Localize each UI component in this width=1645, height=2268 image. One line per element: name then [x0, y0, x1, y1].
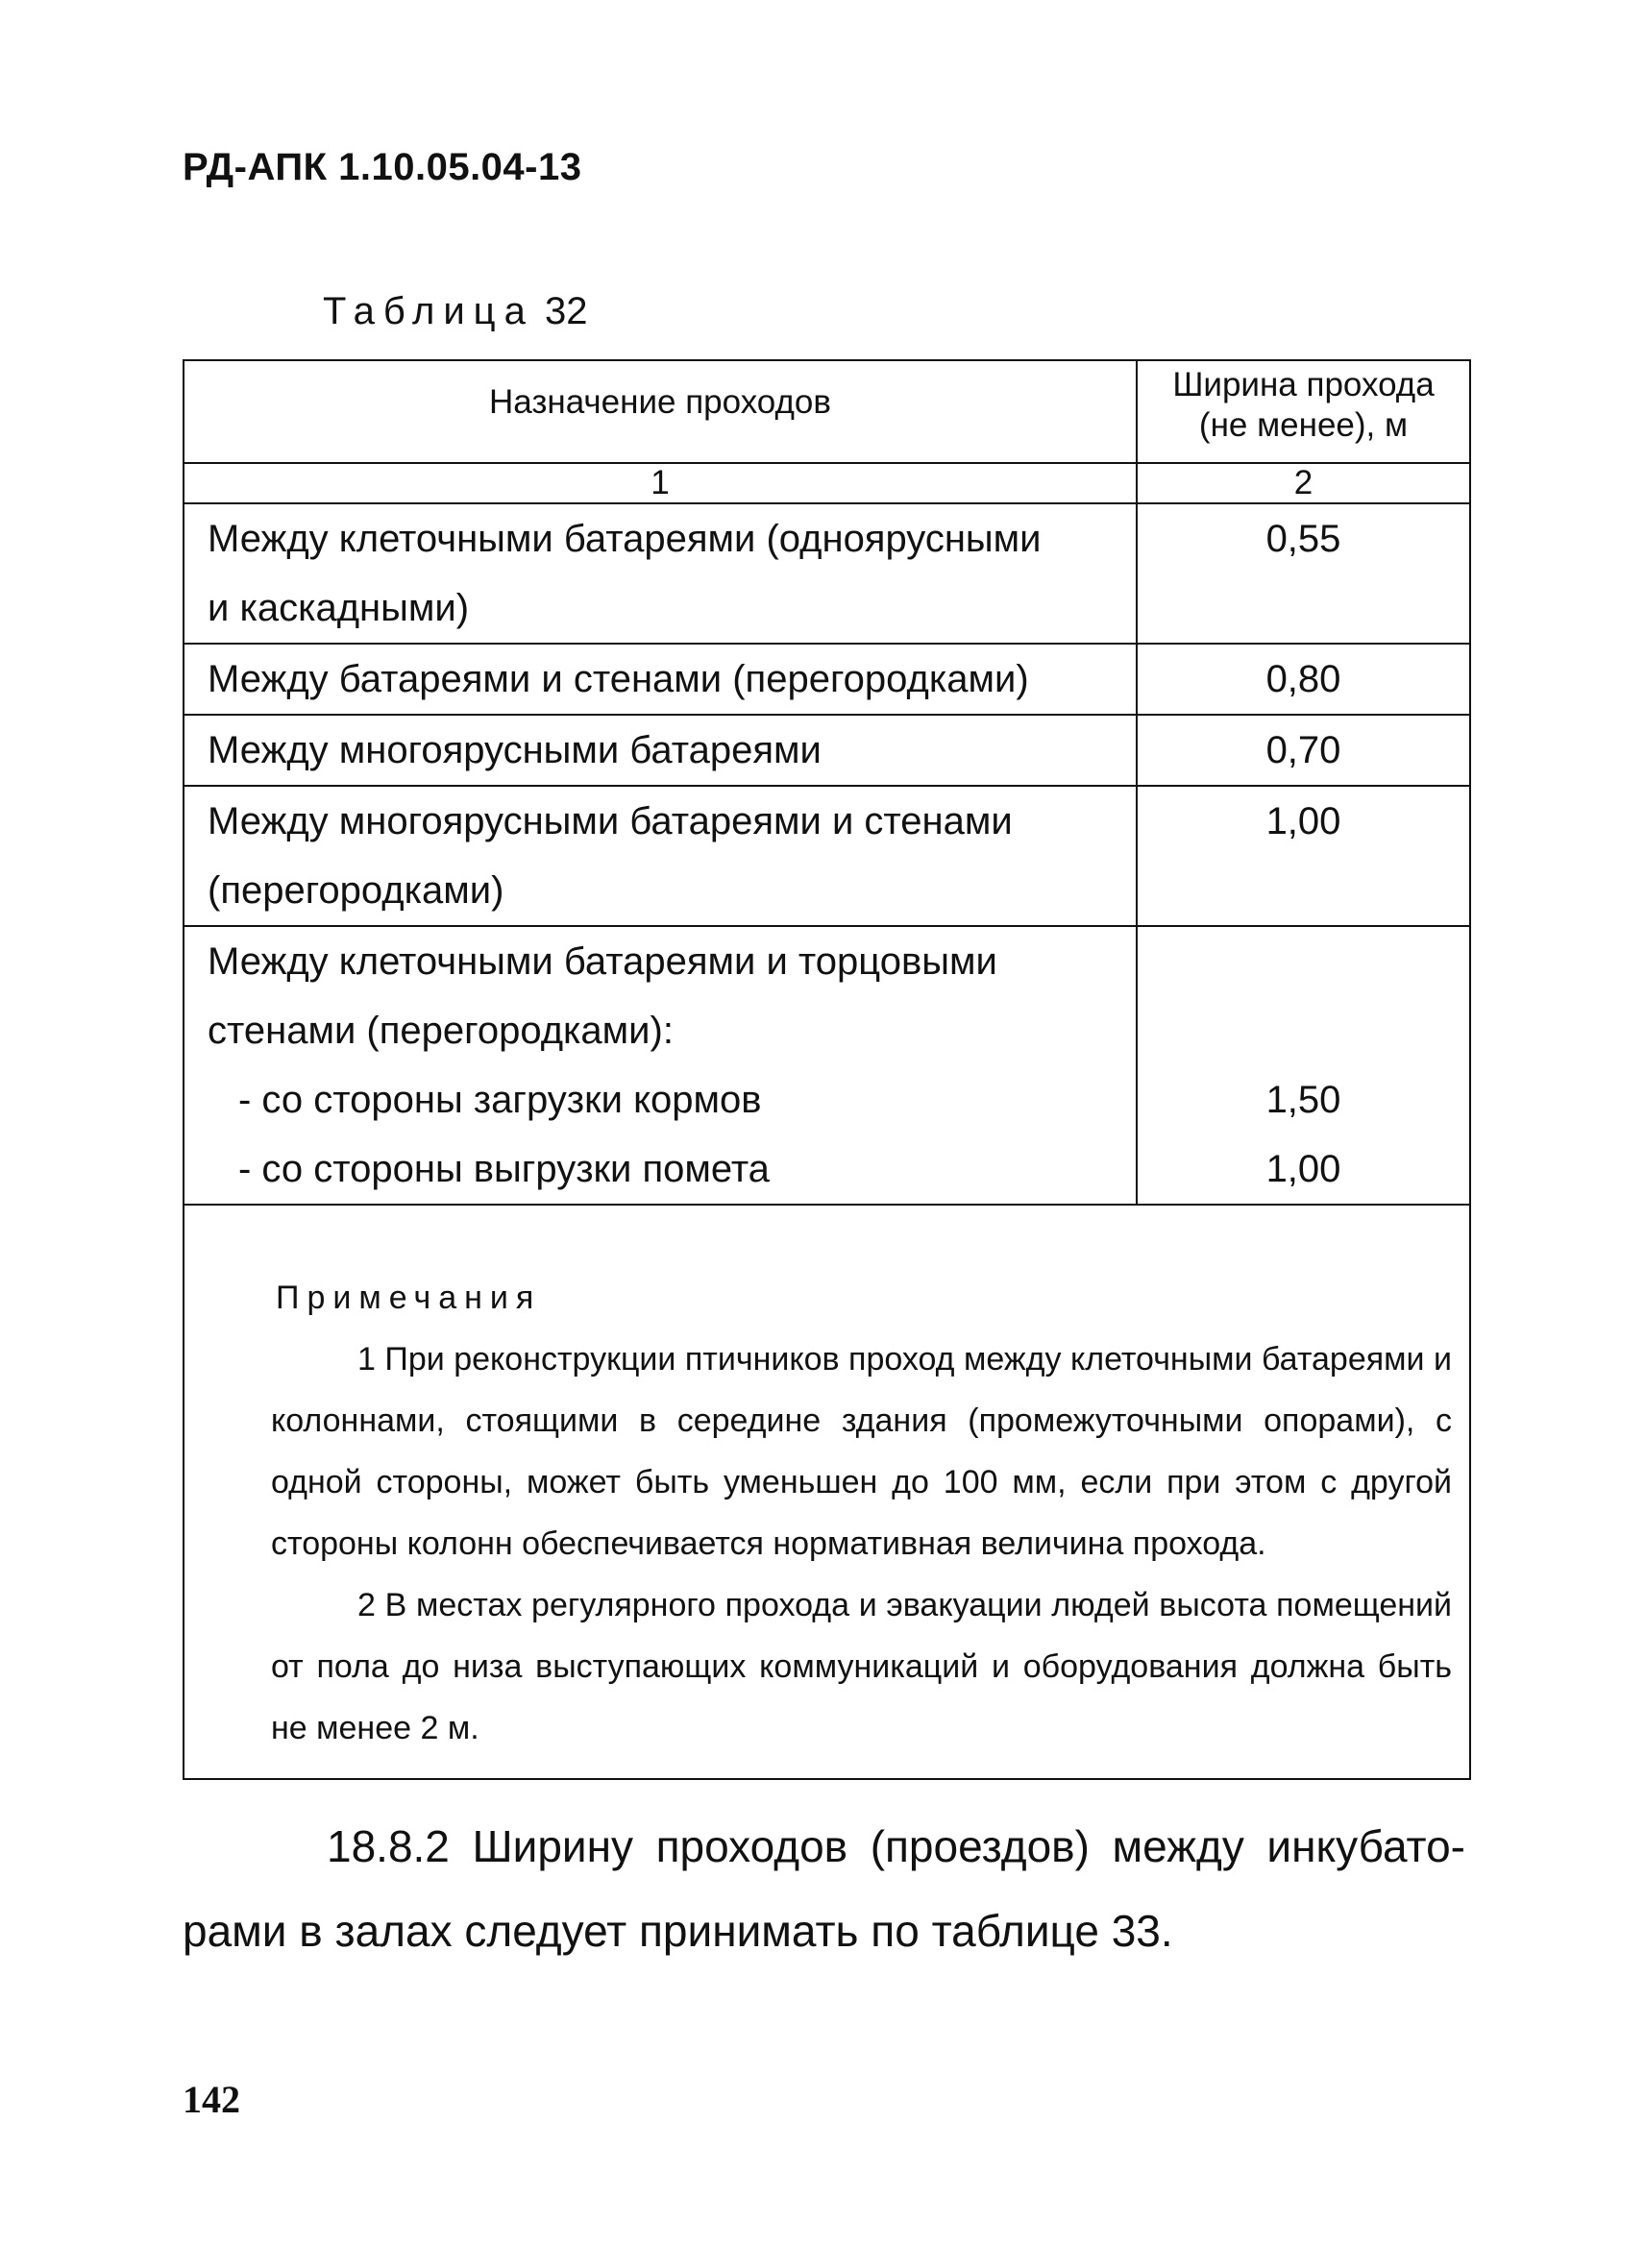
body-paragraph — [183, 1804, 1465, 1973]
row-purpose-line: Между многоярусными батареями и стенами — [208, 800, 1013, 842]
row-purpose — [184, 644, 1137, 715]
table-row — [184, 644, 1470, 715]
column-number-1: 1 — [184, 463, 1137, 503]
column-header-purpose: Назначение проходов — [184, 360, 1137, 463]
row-purpose-line: Между многоярусными батареями — [208, 729, 822, 771]
note-item: 2 В местах регулярного прохода и эвакуации людей высота помещений от пола до низа выступающих коммуникаций и оборудования должна быть не менее 2 м. — [271, 1587, 1452, 1746]
column-header-width-line-1: Ширина прохода — [1172, 366, 1435, 403]
passage-width-table — [183, 359, 1471, 1780]
document-code: РД-АПК 1.10.05.04-13 — [183, 146, 582, 188]
row-width-value: 0,55 — [1137, 503, 1470, 644]
column-header-width — [1137, 360, 1470, 463]
row-width-value: 1,00 — [1137, 786, 1470, 926]
row-purpose — [184, 926, 1137, 1205]
row-purpose-line: и каскадными) — [208, 587, 470, 629]
table-caption-number: 32 — [544, 290, 588, 332]
row-purpose-line: Между батареями и стенами (перегородками) — [208, 658, 1029, 700]
row-sub-item-value: 1,50 — [1265, 1079, 1341, 1121]
body-paragraph-line-1: 18.8.2 Ширину проходов (проездов) между инкубато- — [327, 1821, 1465, 1871]
note-item: 1 При реконструкции птичников проход между клеточными батареями и колоннами, стоящими в середине здания (промежуточными опорами), с одной стороны, может быть уменьшен до 100 мм, если при этом с другой стороны колонн обеспечивается нормативная величина прохода. — [271, 1341, 1452, 1562]
body-paragraph-line-2: рами в залах следует принимать по таблице 33. — [183, 1906, 1173, 1956]
notes-title: Примечания — [276, 1280, 542, 1316]
table-row — [184, 786, 1470, 926]
row-purpose — [184, 715, 1137, 786]
row-width-value: 0,70 — [1137, 715, 1470, 786]
row-purpose-line: Между клеточными батареями и торцовыми — [208, 940, 997, 983]
row-sub-item-value: 1,00 — [1265, 1148, 1341, 1190]
row-purpose-line: (перегородками) — [208, 869, 504, 912]
row-purpose-line: Между клеточными батареями (одноярусными — [208, 518, 1042, 560]
page-number: 142 — [183, 2078, 240, 2121]
row-sub-item-label: - со стороны выгрузки помета — [238, 1148, 770, 1190]
table-header-row — [184, 360, 1470, 463]
table-row — [184, 715, 1470, 786]
row-purpose — [184, 786, 1137, 926]
column-number-2: 2 — [1137, 463, 1470, 503]
table-notes-row — [184, 1205, 1470, 1779]
table-row — [184, 926, 1470, 1205]
column-header-width-line-2: (не менее), м — [1198, 406, 1409, 444]
table-notes — [184, 1205, 1470, 1779]
column-number-row — [184, 463, 1470, 503]
table-caption — [323, 290, 587, 333]
row-purpose — [184, 503, 1137, 644]
row-width-value: 0,80 — [1137, 644, 1470, 715]
row-purpose-line: стенами (перегородками): — [208, 1010, 674, 1052]
row-width-values — [1137, 926, 1470, 1205]
row-sub-item-label: - со стороны загрузки кормов — [238, 1079, 762, 1121]
table-caption-word: Таблица — [323, 290, 534, 332]
table-row — [184, 503, 1470, 644]
